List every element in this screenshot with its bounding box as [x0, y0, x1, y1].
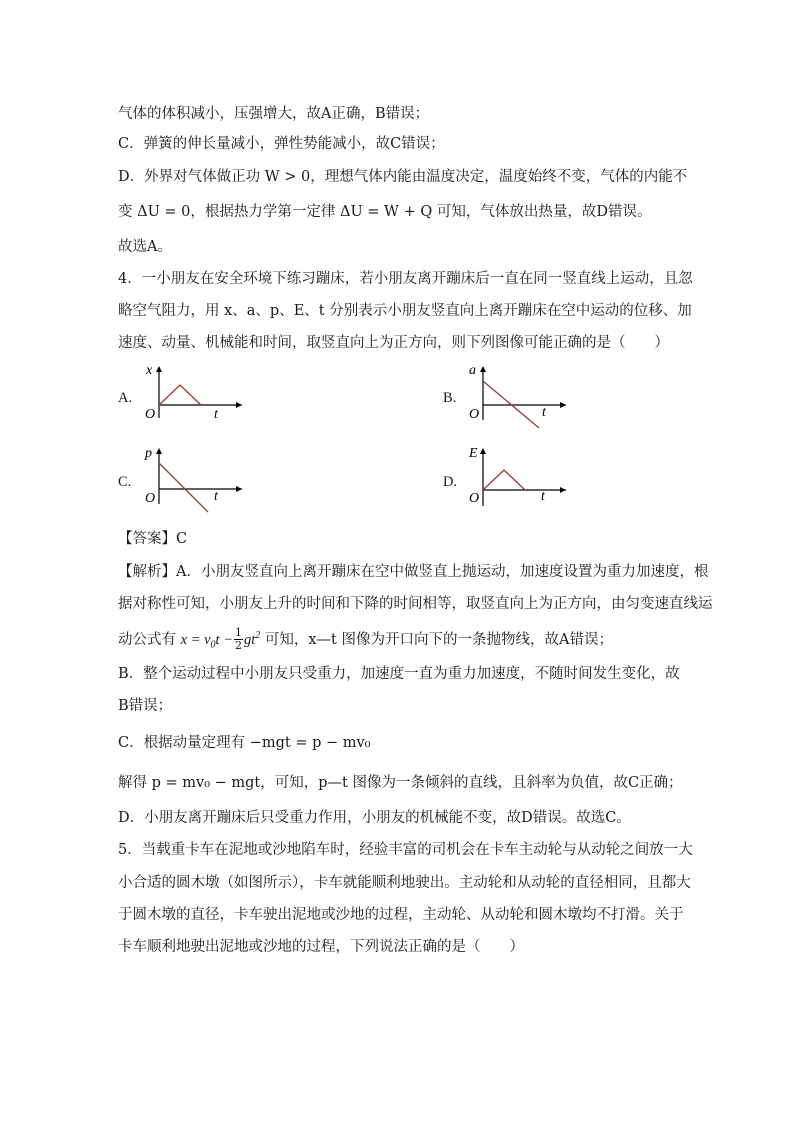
- text-line-2: C．弹簧的伸长量减小，弹性势能减小，故C错误；: [118, 136, 445, 152]
- analysis-c-line-1: C．根据动量定理有 −mgt = p − mv₀: [118, 735, 371, 751]
- kinematics-formula-t: t −: [215, 631, 233, 648]
- option-c-plot-line: [159, 463, 208, 512]
- analysis-c-line-2: 解得 p = mv₀ − mgt，可知，p—t 图像为一条倾斜的直线，且斜率为负值，故C正确；: [118, 775, 683, 791]
- analysis-b-line-1: B．整个运动过程中小朋友只受重力，加速度一直为重力加速度，不随时间发生变化，故: [118, 666, 680, 682]
- option-a-graph: [142, 360, 252, 420]
- option-d-plot-line: [483, 470, 525, 490]
- option-d-graph: [466, 442, 576, 507]
- fraction-denominator: 2: [234, 639, 242, 653]
- option-d-xlabel: t: [541, 489, 545, 504]
- option-d-label: D.: [443, 474, 458, 490]
- option-c-ylabel: p: [145, 446, 152, 461]
- option-a-ylabel: x: [146, 363, 153, 378]
- analysis-a-line-3-pre: 动公式有: [118, 631, 181, 648]
- option-b-origin: O: [469, 407, 480, 422]
- option-b-xlabel: t: [542, 405, 546, 420]
- analysis-b-line-2: B错误；: [118, 698, 173, 714]
- answer-line: 【答案】C: [118, 531, 188, 547]
- option-b-label: B.: [443, 390, 457, 406]
- text-line-3: D．外界对气体做正功 W > 0，理想气体内能由温度决定，温度始终不变，气体的内能不: [118, 169, 688, 185]
- analysis-d-line-1: D．小朋友离开蹦床后只受重力作用，小朋友的机械能不变，故D错误。故选C。: [118, 810, 631, 826]
- option-a-xlabel: t: [214, 407, 218, 420]
- text-line-5: 故选A。: [118, 239, 172, 255]
- analysis-a-line-2: 据对称性可知，小朋友上升的时间和下降的时间相等，取竖直向上为正方向，由匀变速直线运: [118, 596, 713, 612]
- option-c-graph: [142, 442, 252, 514]
- q5-line-2: 小合适的圆木墩（如图所示），卡车就能顺利地驶出。主动轮和从动轮的直径相同，且都大: [118, 875, 691, 891]
- option-c-xlabel: t: [214, 489, 218, 504]
- analysis-a-line-3: 动公式有 $x = v_0t$ − $\frac{1}{2}$ $gt^2$ 可知，x—t 图像为开口向下的一条抛物线，故A错误；: [118, 626, 613, 653]
- q4-line-1: 4．一小朋友在安全环境下练习蹦床，若小朋友离开蹦床后一直在同一竖直线上运动，且忽: [118, 271, 693, 287]
- kinematics-formula-left: x = v: [180, 631, 211, 648]
- option-b-ylabel: a: [469, 363, 476, 378]
- option-d-ylabel: E: [469, 446, 478, 461]
- text-line-1: 气体的体积减小，压强增大，故A正确，B错误；: [118, 106, 430, 122]
- analysis-a-line-1: 【解析】A．小朋友竖直向上离开蹦床在空中做竖直上抛运动，加速度设置为重力加速度，根: [118, 564, 709, 580]
- option-a-plot-line: [159, 385, 201, 405]
- option-a-origin: O: [145, 407, 156, 420]
- option-c-label: C.: [118, 474, 132, 490]
- analysis-a-line-3-post: 可知，x—t 图像为开口向下的一条抛物线，故A错误；: [260, 631, 613, 648]
- option-c-origin: O: [145, 491, 156, 506]
- option-d-origin: O: [469, 491, 480, 506]
- fraction-one-half: [234, 627, 243, 652]
- fraction-numerator: 1: [234, 626, 242, 640]
- kinematics-formula-right: gt: [243, 631, 256, 648]
- option-a-label: A.: [118, 390, 133, 406]
- q4-line-2: 略空气阻力，用 x、a、p、E、t 分别表示小朋友竖直向上离开蹦床在空中运动的位移、加: [118, 303, 692, 319]
- q5-line-3: 于圆木墩的直径，卡车驶出泥地或沙地的过程，主动轮、从动轮和圆木墩均不打滑。关于: [118, 907, 684, 923]
- q5-line-1: 5．当载重卡车在泥地或沙地陷车时，经验丰富的司机会在卡车主动轮与从动轮之间放一大: [118, 842, 693, 858]
- text-line-4: 变 ΔU = 0，根据热力学第一定律 ΔU = W + Q 可知，气体放出热量，故D错误。: [118, 204, 652, 220]
- option-b-graph: [466, 360, 576, 430]
- q4-line-3: 速度、动量、机械能和时间，取竖直向上为正方向，则下列图像可能正确的是（ ）: [118, 335, 669, 351]
- q5-line-4: 卡车顺利地驶出泥地或沙地的过程，下列说法正确的是（ ）: [118, 939, 524, 955]
